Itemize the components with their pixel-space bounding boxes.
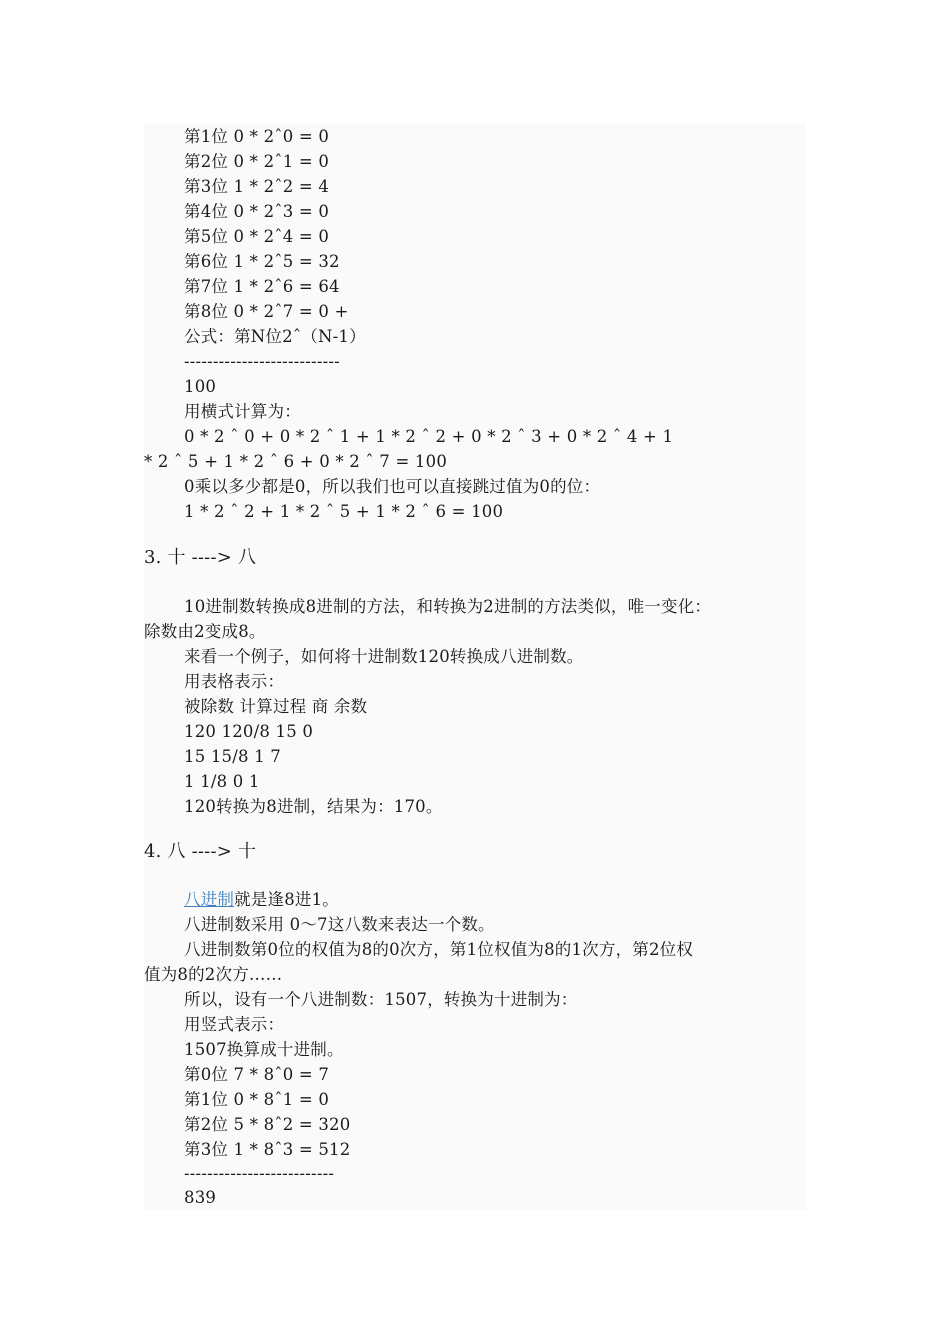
horizontal-calc: 0 * 2 ˆ 0 + 0 * 2 ˆ 1 + 1 * 2 ˆ 2 + 0 * 2 ˆ 3 + 0 * 2 ˆ 4 + 1 xyxy=(184,427,674,446)
calc-row: 第5位 0 * 2ˆ4 = 0 xyxy=(184,227,330,246)
calc-row: 第0位 7 * 8ˆ0 = 7 xyxy=(184,1065,330,1084)
horizontal-calc-cont: * 2 ˆ 5 + 1 * 2 ˆ 6 + 0 * 2 ˆ 7 = 100 xyxy=(144,452,448,471)
formula-text: 公式：第N位2ˆ（N-1） xyxy=(184,327,366,346)
paragraph: 10进制数转换成8进制的方法，和转换为2进制的方法类似，唯一变化： xyxy=(184,597,712,616)
divider-line: -------------------------- xyxy=(184,1164,335,1183)
calc-row: 第1位 0 * 8ˆ1 = 0 xyxy=(184,1090,330,1109)
vertical-label: 用竖式表示： xyxy=(184,1015,285,1034)
convert-text: 1507换算成十进制。 xyxy=(184,1040,344,1059)
table-row: 120 120/8 15 0 xyxy=(184,722,314,741)
document-body xyxy=(144,124,806,1210)
table-row: 1 1/8 0 1 xyxy=(184,772,260,791)
calc-row: 第7位 1 * 2ˆ6 = 64 xyxy=(184,277,340,296)
horizontal-label: 用横式计算为： xyxy=(184,402,301,421)
paragraph: 八进制数采用 0～7这八数来表达一个数。 xyxy=(184,915,495,934)
calc-row: 第2位 5 * 8ˆ2 = 320 xyxy=(184,1115,351,1134)
section-heading-3: 3. 十 ----> 八 xyxy=(144,547,257,568)
calc-row: 第8位 0 * 2ˆ7 = 0 + xyxy=(184,302,349,321)
calc-row: 第4位 0 * 2ˆ3 = 0 xyxy=(184,202,330,221)
calc-row: 第3位 1 * 8ˆ3 = 512 xyxy=(184,1140,351,1159)
paragraph-cont: 值为8的2次方…… xyxy=(144,965,283,984)
skip-calc: 1 * 2 ˆ 2 + 1 * 2 ˆ 5 + 1 * 2 ˆ 6 = 100 xyxy=(184,502,504,521)
section-heading-4: 4. 八 ----> 十 xyxy=(144,841,257,862)
example-text: 所以，设有一个八进制数：1507，转换为十进制为： xyxy=(184,990,578,1009)
conversion-result: 120转换为8进制，结果为：170。 xyxy=(184,797,443,816)
divider-line: --------------------------- xyxy=(184,352,340,371)
calc-result: 100 xyxy=(184,377,217,396)
calc-row: 第1位 0 * 2ˆ0 = 0 xyxy=(184,127,330,146)
skip-note: 0乘以多少都是0，所以我们也可以直接跳过值为0的位： xyxy=(184,477,601,496)
paragraph-cont: 除数由2变成8。 xyxy=(144,622,266,641)
table-header: 被除数 计算过程 商 余数 xyxy=(184,697,368,716)
table-row: 15 15/8 1 7 xyxy=(184,747,281,766)
definition-text: 就是逢8进1。 xyxy=(234,890,340,909)
calc-row: 第6位 1 * 2ˆ5 = 32 xyxy=(184,252,340,271)
calc-row: 第3位 1 * 2ˆ2 = 4 xyxy=(184,177,330,196)
calc-row: 第2位 0 * 2ˆ1 = 0 xyxy=(184,152,330,171)
octal-link[interactable]: 八进制 xyxy=(184,890,235,909)
example-text: 来看一个例子，如何将十进制数120转换成八进制数。 xyxy=(184,647,584,666)
calc-result: 839 xyxy=(184,1188,217,1207)
table-label: 用表格表示： xyxy=(184,672,285,691)
paragraph: 八进制数第0位的权值为8的0次方，第1位权值为8的1次方，第2位权 xyxy=(184,940,694,959)
definition-line xyxy=(144,887,806,912)
